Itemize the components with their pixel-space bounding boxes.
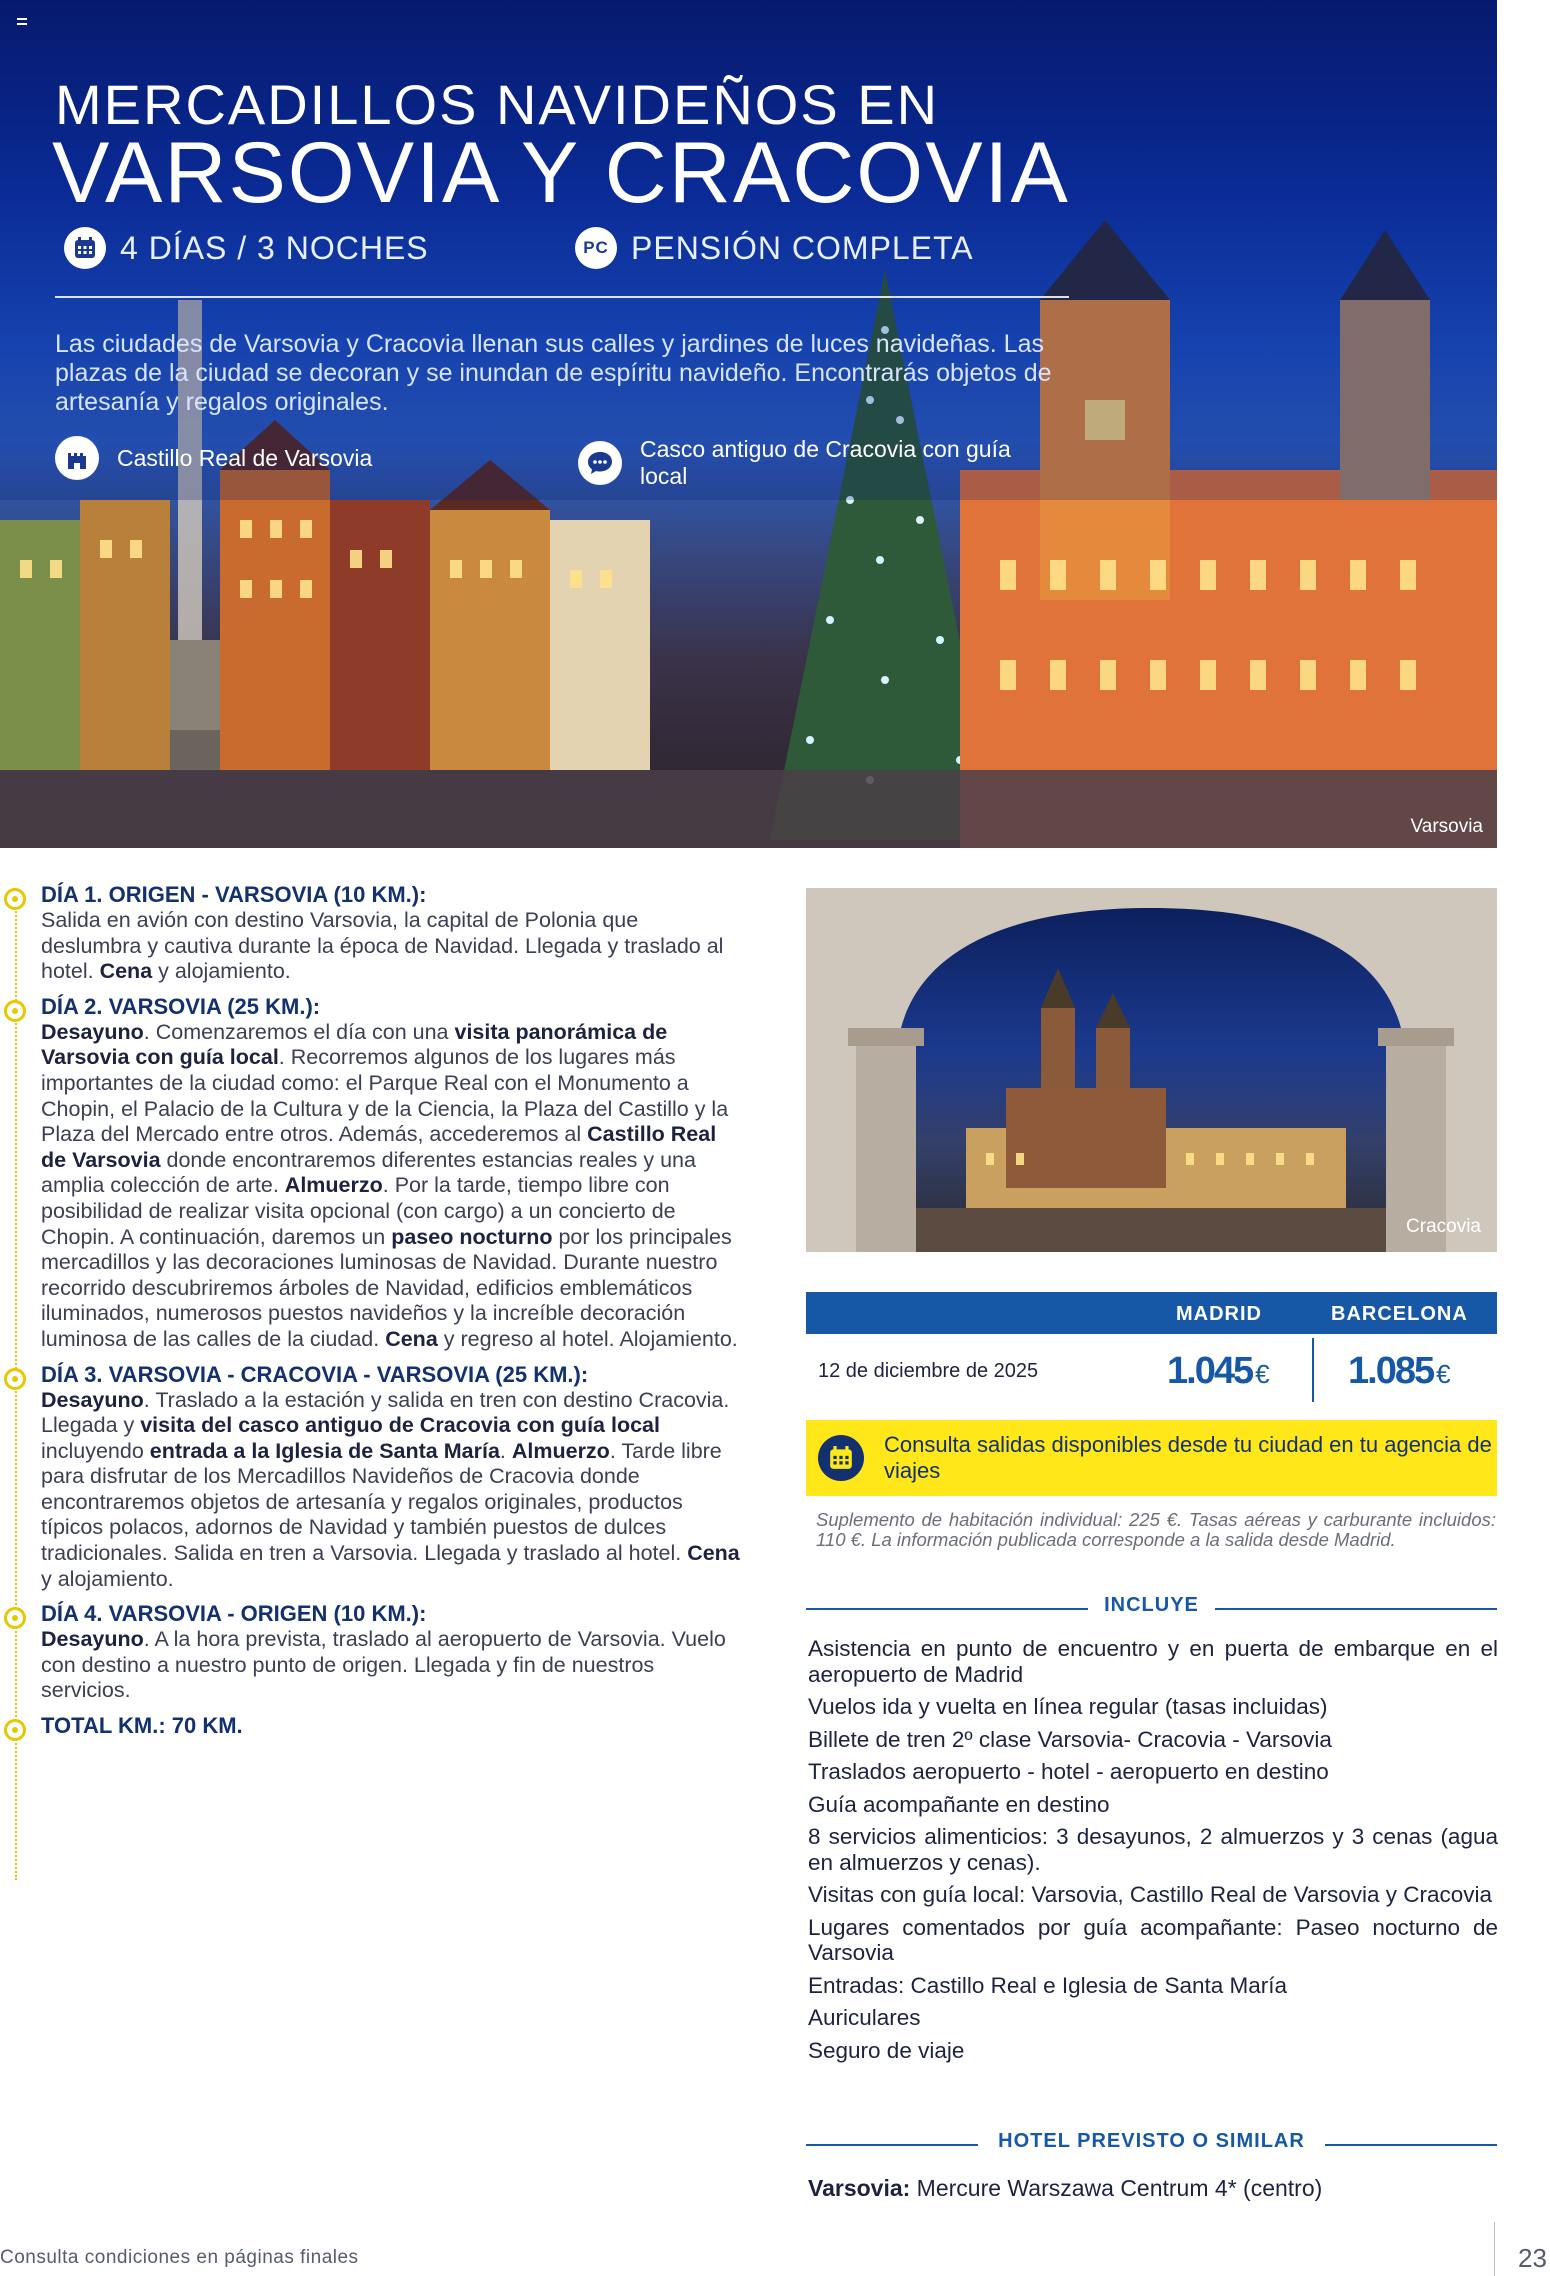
list-item: Guía acompañante en destino: [808, 1791, 1110, 1817]
krakow-market-square-photo: [806, 888, 1497, 1252]
title-line-2: VARSOVIA Y CRACOVIA: [52, 125, 1070, 221]
feature-castle-text: Castillo Real de Varsovia: [117, 444, 373, 471]
day-title: DÍA 4. VARSOVIA - ORIGEN (10 KM.):: [41, 1601, 427, 1627]
title-line-1: MERCADILLOS NAVIDEÑOS EN: [55, 73, 940, 136]
list-item: Seguro de viaje: [808, 2037, 965, 2063]
price-divider: [1312, 1338, 1314, 1402]
duration-text: 4 DÍAS / 3 NOCHES: [120, 229, 429, 266]
day-description: Desayuno. Traslado a la estación y salida en tren con destino Cracovia. Llegada y visita del casco antiguo de Cracovia con guía local incluyendo entrada a la Iglesia de Santa María. Almuerzo. Tarde libre para disfrutar de los Mercadillos Navideños de Cracovia donde encontraremos objetos de artesanía y regalos originales, productos típicos polacos, adornos de Navidad y también puestos de dulces tradicionales. Salida en tren a Varsovia. Llegada y traslado al hotel. Cena y alojamiento.: [41, 1387, 740, 1591]
timeline-marker-icon: [4, 1719, 26, 1741]
list-item: 8 servicios alimenticios: 3 desayunos, 2 almuerzos y 3 cenas (agua en almuerzos y cenas).: [808, 1824, 1498, 1875]
price-table-header: [806, 1292, 1497, 1334]
calendar-icon: [818, 1435, 864, 1481]
list-item: Lugares comentados por guía acompañante: Paseo nocturno de Varsovia: [808, 1914, 1498, 1965]
list-item: Vuelos ida y vuelta en línea regular (tasas incluidas): [808, 1694, 1328, 1719]
price-note: Suplemento de habitación individual: 225 €. Tasas aéreas y carburante incluidos: 110 €. La información publicada corresponde a la salida desde Madrid.: [816, 1509, 1496, 1550]
menu-icon[interactable]: [17, 18, 27, 25]
day-title: DÍA 3. VARSOVIA - CRACOVIA - VARSOVIA (25 KM.):: [41, 1361, 589, 1387]
currency-symbol: €: [1436, 1359, 1449, 1389]
hotel-title: HOTEL PREVISTO O SIMILAR: [998, 2130, 1305, 2152]
includes-heading: [806, 1594, 1497, 1624]
day-title: DÍA 1. ORIGEN - VARSOVIA (10 KM.):: [41, 882, 427, 907]
hero-divider: [55, 296, 1069, 298]
list-item: Billete de tren 2º clase Varsovia- Cracovia - Varsovia: [808, 1726, 1332, 1752]
column-barcelona: BARCELONA: [1331, 1303, 1468, 1325]
itinerary-day-3: [0, 1362, 740, 1593]
krakow-photo-caption: Cracovia: [1406, 1216, 1481, 1237]
day-description: Salida en avión con destino Varsovia, la capital de Polonia que deslumbra y cautiva durante la época de Navidad. Llegada y traslado al hotel. Cena y alojamiento.: [41, 908, 724, 984]
footer-note: Consulta condiciones en páginas finales: [0, 2247, 359, 2268]
departures-notice-text: Consulta salidas disponibles desde tu ciudad en tu agencia de viajes: [884, 1432, 1492, 1483]
column-madrid: MADRID: [1176, 1303, 1262, 1325]
list-item: Asistencia en punto de encuentro y en puerta de embarque en el aeropuerto de Madrid: [808, 1636, 1498, 1687]
hotel-name: Mercure Warszawa Centrum 4* (centro): [910, 2175, 1323, 2201]
board-text: PENSIÓN COMPLETA: [631, 229, 974, 266]
timeline-marker-icon: [4, 1000, 26, 1022]
price-row: [806, 1334, 1497, 1406]
hero-intro: Las ciudades de Varsovia y Cracovia llenan sus calles y jardines de luces navideñas. Las plazas de la ciudad se decoran y se inundan de espíritu navideño. Encontrarás objetos de artesanía y regalos originales.: [55, 330, 1052, 416]
timeline-marker-icon: [4, 1607, 26, 1629]
list-item: Auriculares: [808, 2005, 921, 2030]
list-item: Visitas con guía local: Varsovia, Castillo Real de Varsovia y Cracovia: [808, 1882, 1493, 1907]
krakow-arch-photo: [806, 888, 1497, 1252]
hotel-heading: [806, 2130, 1497, 2160]
feature-castle: [55, 436, 372, 480]
page-divider: [1494, 2222, 1495, 2276]
hero-photo-caption: Varsovia: [1410, 816, 1483, 837]
price-madrid-value: 1.045: [1167, 1350, 1253, 1392]
itinerary-day-1: [0, 882, 740, 985]
feature-guide: [578, 436, 1038, 490]
castle-icon: [55, 436, 99, 480]
price-table: [806, 1292, 1497, 1406]
timeline-marker-icon: [4, 888, 26, 910]
departures-notice: [806, 1420, 1497, 1496]
list-item: Traslados aeropuerto - hotel - aeropuerto en destino: [808, 1759, 1329, 1784]
includes-title: INCLUYE: [1104, 1594, 1199, 1616]
currency-symbol: €: [1255, 1359, 1268, 1389]
speech-bubble-icon: [578, 441, 622, 485]
hotel-info: [808, 2175, 1322, 2202]
price-madrid: [1167, 1350, 1268, 1393]
price-barcelona: [1348, 1350, 1449, 1393]
feature-guide-text: Casco antiguo de Cracovia con guía local: [640, 436, 1011, 489]
pc-badge-icon: PC: [575, 227, 617, 269]
day-title: DÍA 2. VARSOVIA (25 KM.):: [41, 993, 321, 1019]
hotel-city: Varsovia:: [808, 2175, 911, 2201]
day-description: Desayuno. A la hora prevista, traslado al aeropuerto de Varsovia. Vuelo con destino a nuestro punto de origen. Llegada y fin de nuestros servicios.: [41, 1627, 726, 1703]
itinerary-day-2: [0, 994, 740, 1353]
itinerary-total: [0, 1713, 740, 1739]
itinerary: [0, 882, 740, 1748]
day-description: Desayuno. Comenzaremos el día con una visita panorámica de Varsovia con guía local. Recorremos algunos de los lugares más importantes de la ciudad como: el Parque Real con el Monumento a Chopin, el Palacio de la Cultura y de la Ciencia, la Plaza del Castillo y la Plaza del Mercado entre otros. Además, accederemos al Castillo Real de Varsovia donde encontraremos diferentes estancias reales y una amplia colección de arte. Almuerzo. Por la tarde, tiempo libre con posibilidad de realizar visita opcional (con cargo) a un concierto de Chopin. A continuación, daremos un paseo nocturno por los principales mercadillos y las decoraciones luminosas de Navidad. Durante nuestro recorrido descubriremos árboles de Navidad, edificios emblemáticos iluminados, numerosos puestos navideños y la increíble decoración luminosa de las calles de la ciudad. Cena y regreso al hotel. Alojamiento.: [41, 1019, 738, 1351]
hero-banner: [0, 0, 1497, 848]
departure-date: 12 de diciembre de 2025: [818, 1360, 1039, 1382]
price-barcelona-value: 1.085: [1348, 1350, 1434, 1392]
itinerary-day-4: [0, 1601, 740, 1704]
includes-list: [808, 1636, 1498, 2070]
duration: [64, 225, 429, 271]
board-type: [575, 225, 974, 271]
timeline-marker-icon: [4, 1368, 26, 1390]
page-number: 23: [1518, 2243, 1547, 2273]
list-item: Entradas: Castillo Real e Iglesia de Santa María: [808, 1972, 1288, 1998]
total-km: TOTAL KM.: 70 KM.: [41, 1713, 243, 1739]
calendar-icon: [64, 227, 106, 269]
